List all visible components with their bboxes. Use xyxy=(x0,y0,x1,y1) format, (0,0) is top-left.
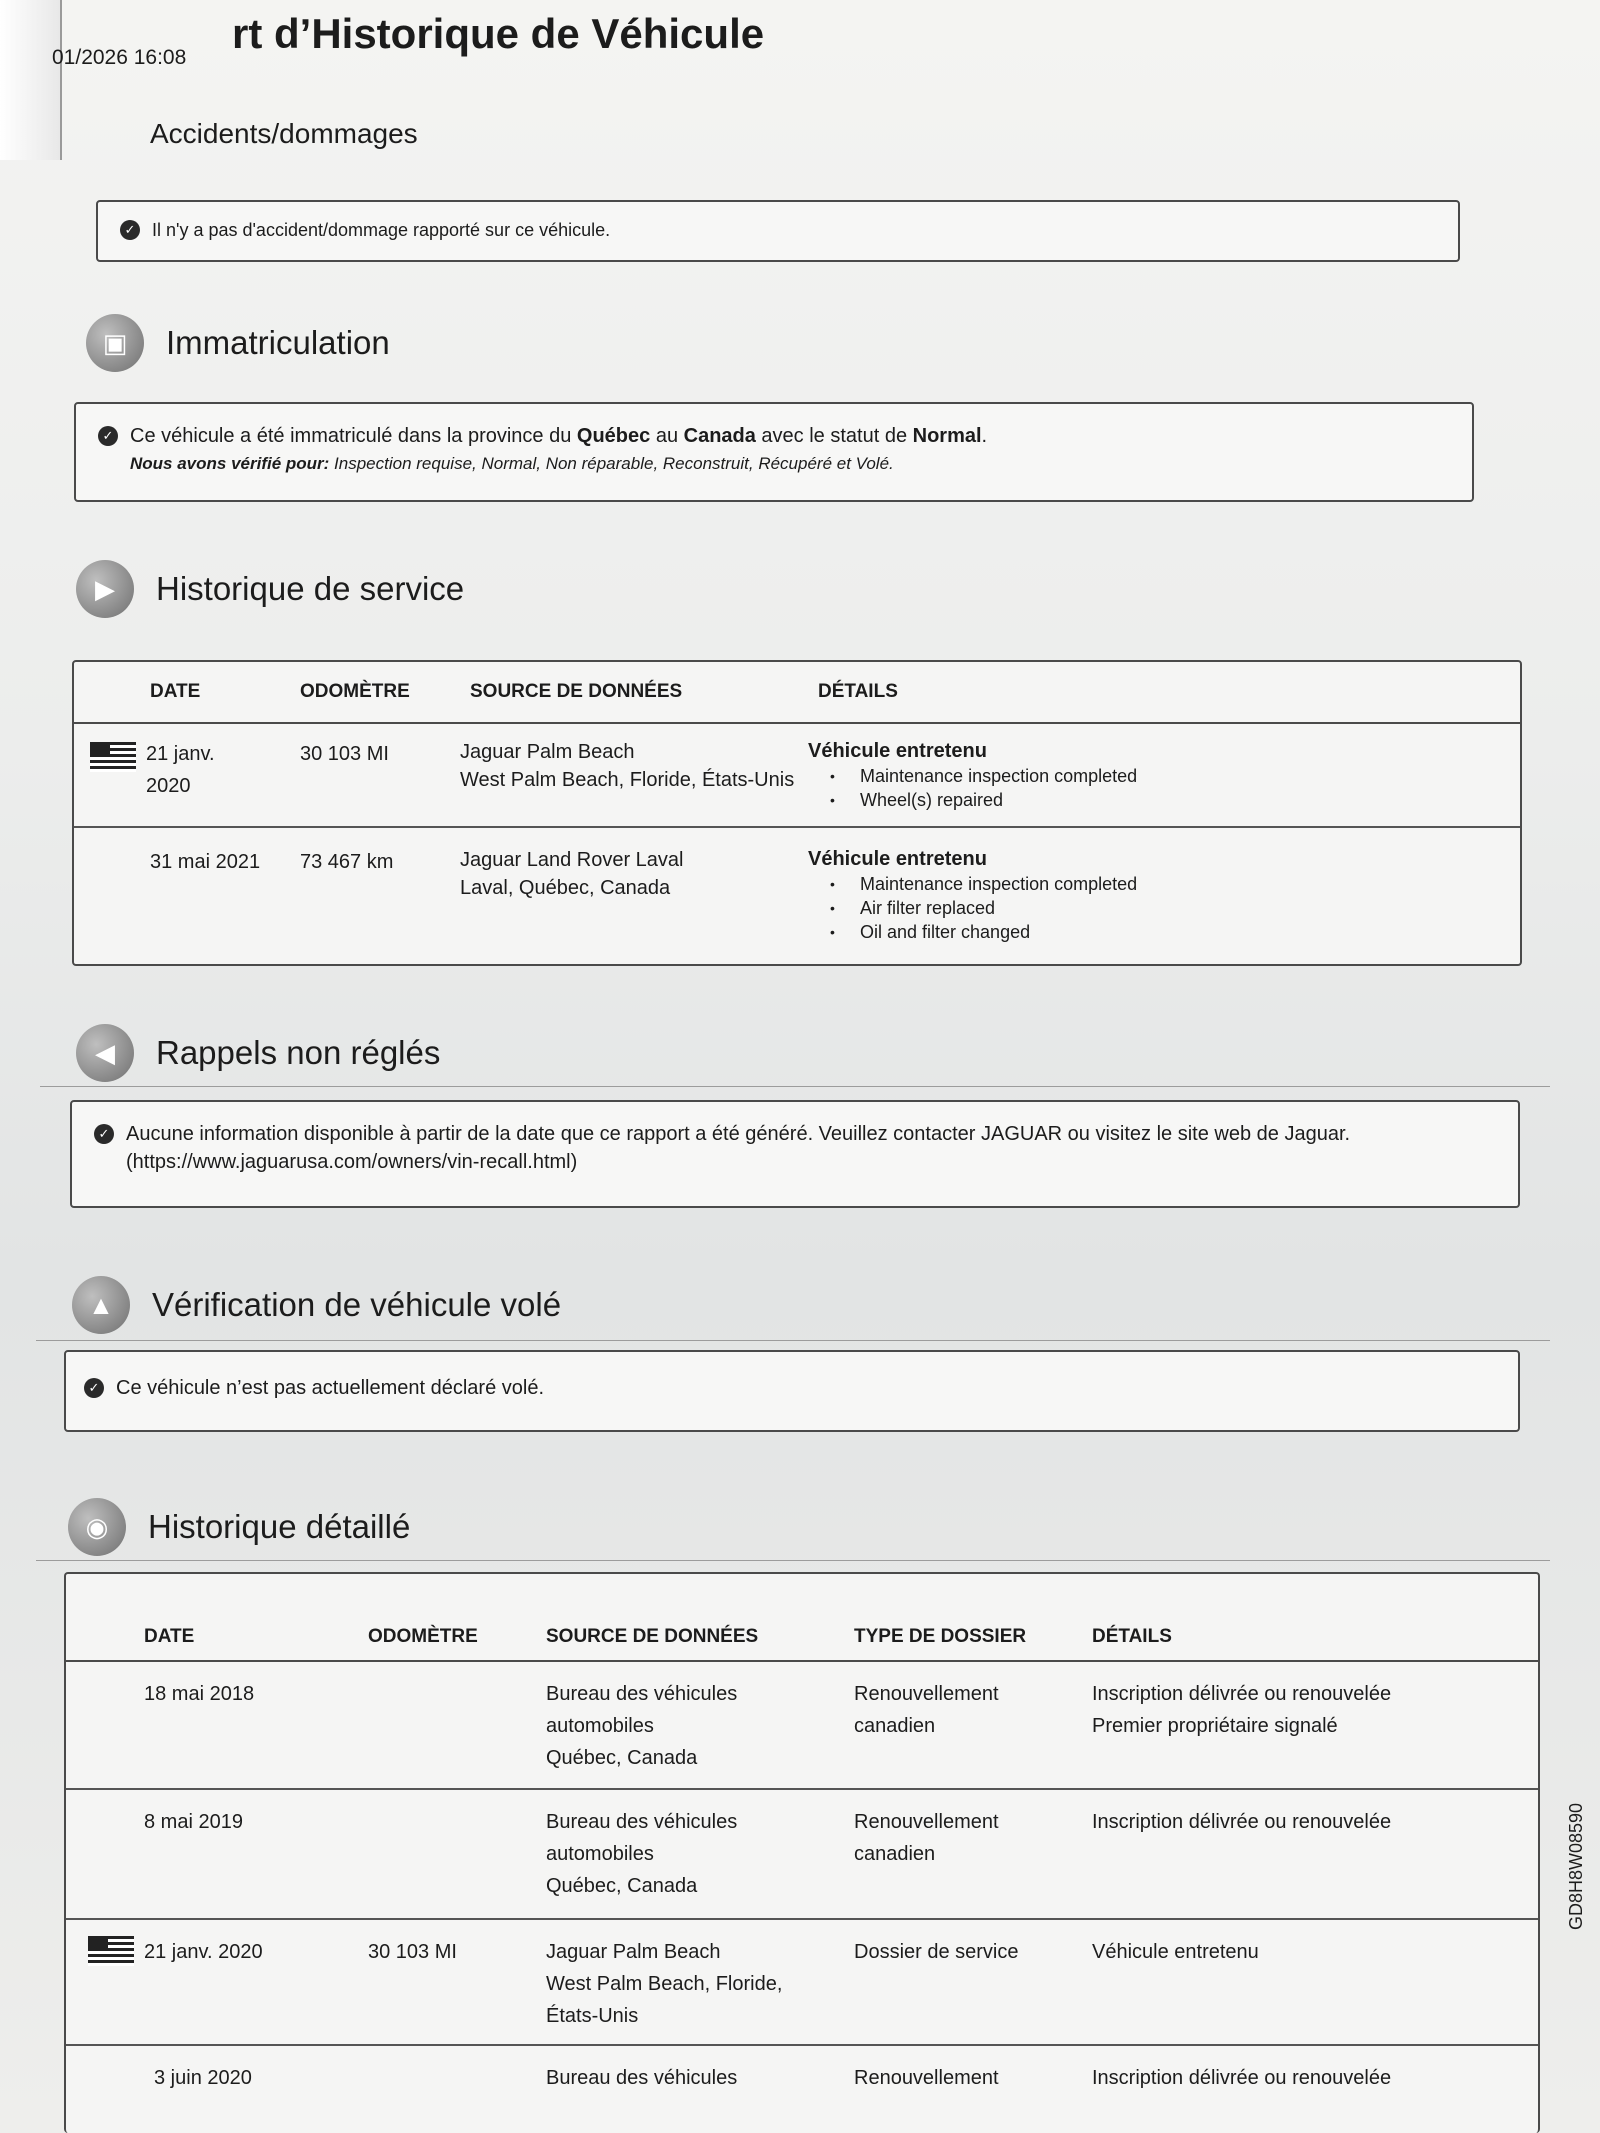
registration-title: Immatriculation xyxy=(166,324,390,361)
print-timestamp: 01/2026 16:08 xyxy=(52,46,187,69)
stolen-box xyxy=(64,1350,1520,1432)
registration-box xyxy=(74,402,1474,502)
us-flag-icon xyxy=(90,742,136,772)
detailed-row-details: Inscription délivrée ou renouvelée xyxy=(1092,2067,1392,2089)
stolen-message: Ce véhicule n’est pas actuellement déclaré volé. xyxy=(116,1377,545,1399)
detailed-row-date: 3 juin 2020 xyxy=(154,2067,252,2089)
service-row-date: 31 mai 2021 xyxy=(150,851,261,873)
detailed-row-type: Renouvellement canadien xyxy=(854,1683,999,1737)
table-row xyxy=(66,1920,1538,2046)
table-row xyxy=(66,2046,1538,2126)
detailed-history-table xyxy=(64,1572,1540,2133)
detailed-section-header xyxy=(68,1498,410,1556)
registration-verified: Nous avons vérifié pour: Inspection requise, Normal, Non réparable, Reconstruit, Récupéré et Volé. xyxy=(130,454,894,473)
col-date: DATE xyxy=(144,1626,195,1647)
detailed-title: Historique détaillé xyxy=(148,1508,411,1545)
service-table-header xyxy=(74,662,1520,724)
col-source: SOURCE DE DONNÉES xyxy=(546,1626,759,1647)
col-odometer: ODOMÈTRE xyxy=(300,681,410,702)
stolen-section-header xyxy=(72,1276,561,1334)
detailed-row-type: Dossier de service xyxy=(854,1941,1019,1963)
col-details: DÉTAILS xyxy=(818,681,898,702)
detailed-row-date: 8 mai 2019 xyxy=(144,1811,243,1833)
detailed-row-details: Inscription délivrée ou renouvelée xyxy=(1092,1811,1392,1833)
col-source: SOURCE DE DONNÉES xyxy=(470,681,683,702)
us-flag-icon xyxy=(88,1936,134,1966)
detailed-row-odometer xyxy=(368,1678,546,1788)
service-title: Historique de service xyxy=(156,570,465,607)
service-row-source: Jaguar Land Rover Laval Laval, Québec, Canada xyxy=(460,849,684,899)
service-icon: ▶ xyxy=(76,560,134,618)
divider xyxy=(40,1086,1550,1087)
service-row-source: Jaguar Palm Beach West Palm Beach, Floride, États-Unis xyxy=(460,741,795,791)
table-row xyxy=(74,724,1520,828)
divider xyxy=(36,1340,1550,1341)
folded-corner xyxy=(0,0,62,160)
recalls-box xyxy=(70,1100,1520,1208)
table-row xyxy=(74,828,1520,964)
detailed-row-odometer xyxy=(368,2062,546,2126)
registration-icon: ▣ xyxy=(86,314,144,372)
megaphone-icon: ◀ xyxy=(76,1024,134,1082)
accidents-message: Il n'y a pas d'accident/dommage rapporté sur ce véhicule. xyxy=(152,220,611,240)
history-clock-icon: ◉ xyxy=(68,1498,126,1556)
siren-icon: ▲ xyxy=(72,1276,130,1334)
accidents-title: Accidents/dommages xyxy=(150,118,418,149)
check-icon: ✓ xyxy=(84,1378,104,1398)
detailed-row-odometer xyxy=(368,1806,546,1918)
detailed-row-date: 18 mai 2018 xyxy=(144,1683,255,1705)
check-icon: ✓ xyxy=(98,426,118,446)
detailed-row-details: Véhicule entretenu xyxy=(1092,1941,1259,1963)
service-row-date: 21 janv. 2020 xyxy=(146,743,215,797)
col-odometer: ODOMÈTRE xyxy=(368,1626,478,1647)
stolen-title: Vérification de véhicule volé xyxy=(152,1286,562,1323)
detailed-row-details: Inscription délivrée ou renouvelée Premier propriétaire signalé xyxy=(1092,1683,1392,1737)
service-row-details: Véhicule entretenu • Maintenance inspection completed • Wheel(s) repaired xyxy=(808,738,1348,826)
detailed-row-type: Renouvellement xyxy=(854,2067,999,2089)
registration-section-header xyxy=(86,314,390,372)
side-vin-text: GD8H8W08590 xyxy=(1566,1802,1586,1930)
divider xyxy=(36,1560,1550,1561)
col-date: DATE xyxy=(150,681,201,702)
detailed-row-odometer: 30 103 MI xyxy=(368,1941,457,1963)
service-row-odometer: 73 467 km xyxy=(300,851,394,873)
service-row-odometer: 30 103 MI xyxy=(300,743,389,765)
recalls-title: Rappels non réglés xyxy=(156,1034,441,1071)
service-history-table xyxy=(72,660,1522,966)
table-row xyxy=(66,1662,1538,1790)
detailed-row-source: Bureau des véhicules automobiles Québec, Canada xyxy=(546,1811,738,1897)
report-title: rt d’Historique de Véhicule xyxy=(232,10,765,57)
detailed-row-source: Bureau des véhicules automobiles Québec, Canada xyxy=(546,1683,738,1769)
col-record-type: TYPE DE DOSSIER xyxy=(854,1626,1027,1647)
check-icon: ✓ xyxy=(120,220,140,240)
check-icon: ✓ xyxy=(94,1124,114,1144)
table-row xyxy=(66,1790,1538,1920)
detailed-table-header xyxy=(66,1574,1538,1662)
accidents-section-header xyxy=(150,118,418,150)
service-row-details: Véhicule entretenu • Maintenance inspection completed • Air filter replaced • Oil and filter changed xyxy=(808,846,1348,964)
registration-message: Ce véhicule a été immatriculé dans la province du Québec au Canada avec le statut de Normal. xyxy=(130,425,988,447)
detailed-row-source: Jaguar Palm Beach West Palm Beach, Floride, États-Unis xyxy=(546,1941,783,2027)
recalls-message: Aucune information disponible à partir de la date que ce rapport a été généré. Veuillez contacter JAGUAR ou visitez le site web de Jaguar. (https://www.jaguarusa.com/owners/vin-recall.html) xyxy=(126,1123,1351,1173)
accidents-box xyxy=(96,200,1460,262)
detailed-row-type: Renouvellement canadien xyxy=(854,1811,999,1865)
detailed-row-source: Bureau des véhicules xyxy=(546,2067,738,2089)
col-details: DÉTAILS xyxy=(1092,1626,1172,1647)
detailed-row-date: 21 janv. 2020 xyxy=(144,1941,263,1963)
recalls-section-header xyxy=(76,1024,440,1082)
service-section-header xyxy=(76,560,464,618)
recall-url: (https://www.jaguarusa.com/owners/vin-recall.html) xyxy=(126,1151,578,1173)
